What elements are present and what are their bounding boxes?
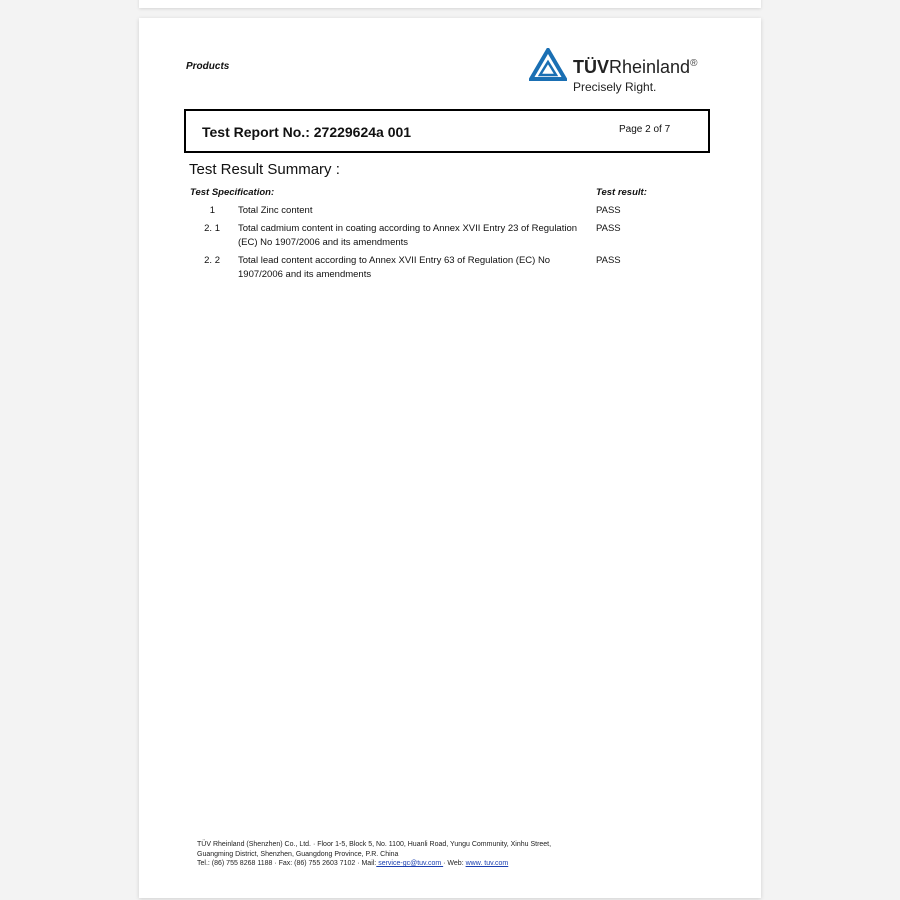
row-number: 1 <box>209 205 215 216</box>
footer-address <box>197 840 551 869</box>
document-page <box>139 18 761 898</box>
previous-page-edge <box>139 0 761 8</box>
column-header-result: Test result: <box>596 187 647 198</box>
row-description: Total cadmium content in coating according to Annex XVII Entry 23 of Regulation (EC) No 1907/2006 and its amendments <box>238 223 578 248</box>
logo-tagline: Precisely Right. <box>573 80 657 94</box>
row-number: 2. 1 <box>204 223 220 234</box>
summary-title: Test Result Summary : <box>189 161 340 178</box>
web-link[interactable]: www. tuv.com <box>465 860 509 867</box>
footer-line-1: TÜV Rheinland (Shenzhen) Co., Ltd. · Floor 1-5, Block 5, No. 1100, Huanli Road, Yungu Community, Xinhu Street, <box>197 841 552 848</box>
row-number: 2. 2 <box>204 255 220 266</box>
header-label: Products <box>186 61 230 72</box>
tuv-triangle-icon <box>529 48 567 82</box>
logo-brand-name: TÜVRheinland® <box>573 57 698 77</box>
row-result: PASS <box>596 255 621 266</box>
footer-line-2: Guangming District, Shenzhen, Guangdong Province, P.R. China <box>197 850 399 858</box>
footer-line-3: Tel.: (86) 755 8268 1188 · Fax: (86) 755 2603 7102 · Mail: service-gc@tuv.com · Web: www. tuv.com <box>197 860 509 867</box>
page-number: Page 2 of 7 <box>619 124 671 135</box>
row-description: Total lead content according to Annex XVII Entry 63 of Regulation (EC) No 1907/2006 and its amendments <box>238 255 551 280</box>
report-header-box <box>184 109 710 153</box>
row-result: PASS <box>596 223 621 234</box>
column-header-specification: Test Specification: <box>190 187 275 198</box>
report-title: Test Report No.: 27229624a 001 <box>202 124 412 140</box>
row-description: Total Zinc content <box>238 205 313 216</box>
row-result: PASS <box>596 205 621 216</box>
tuv-logo <box>529 48 719 98</box>
mail-link[interactable]: service-gc@tuv.com <box>376 860 444 867</box>
